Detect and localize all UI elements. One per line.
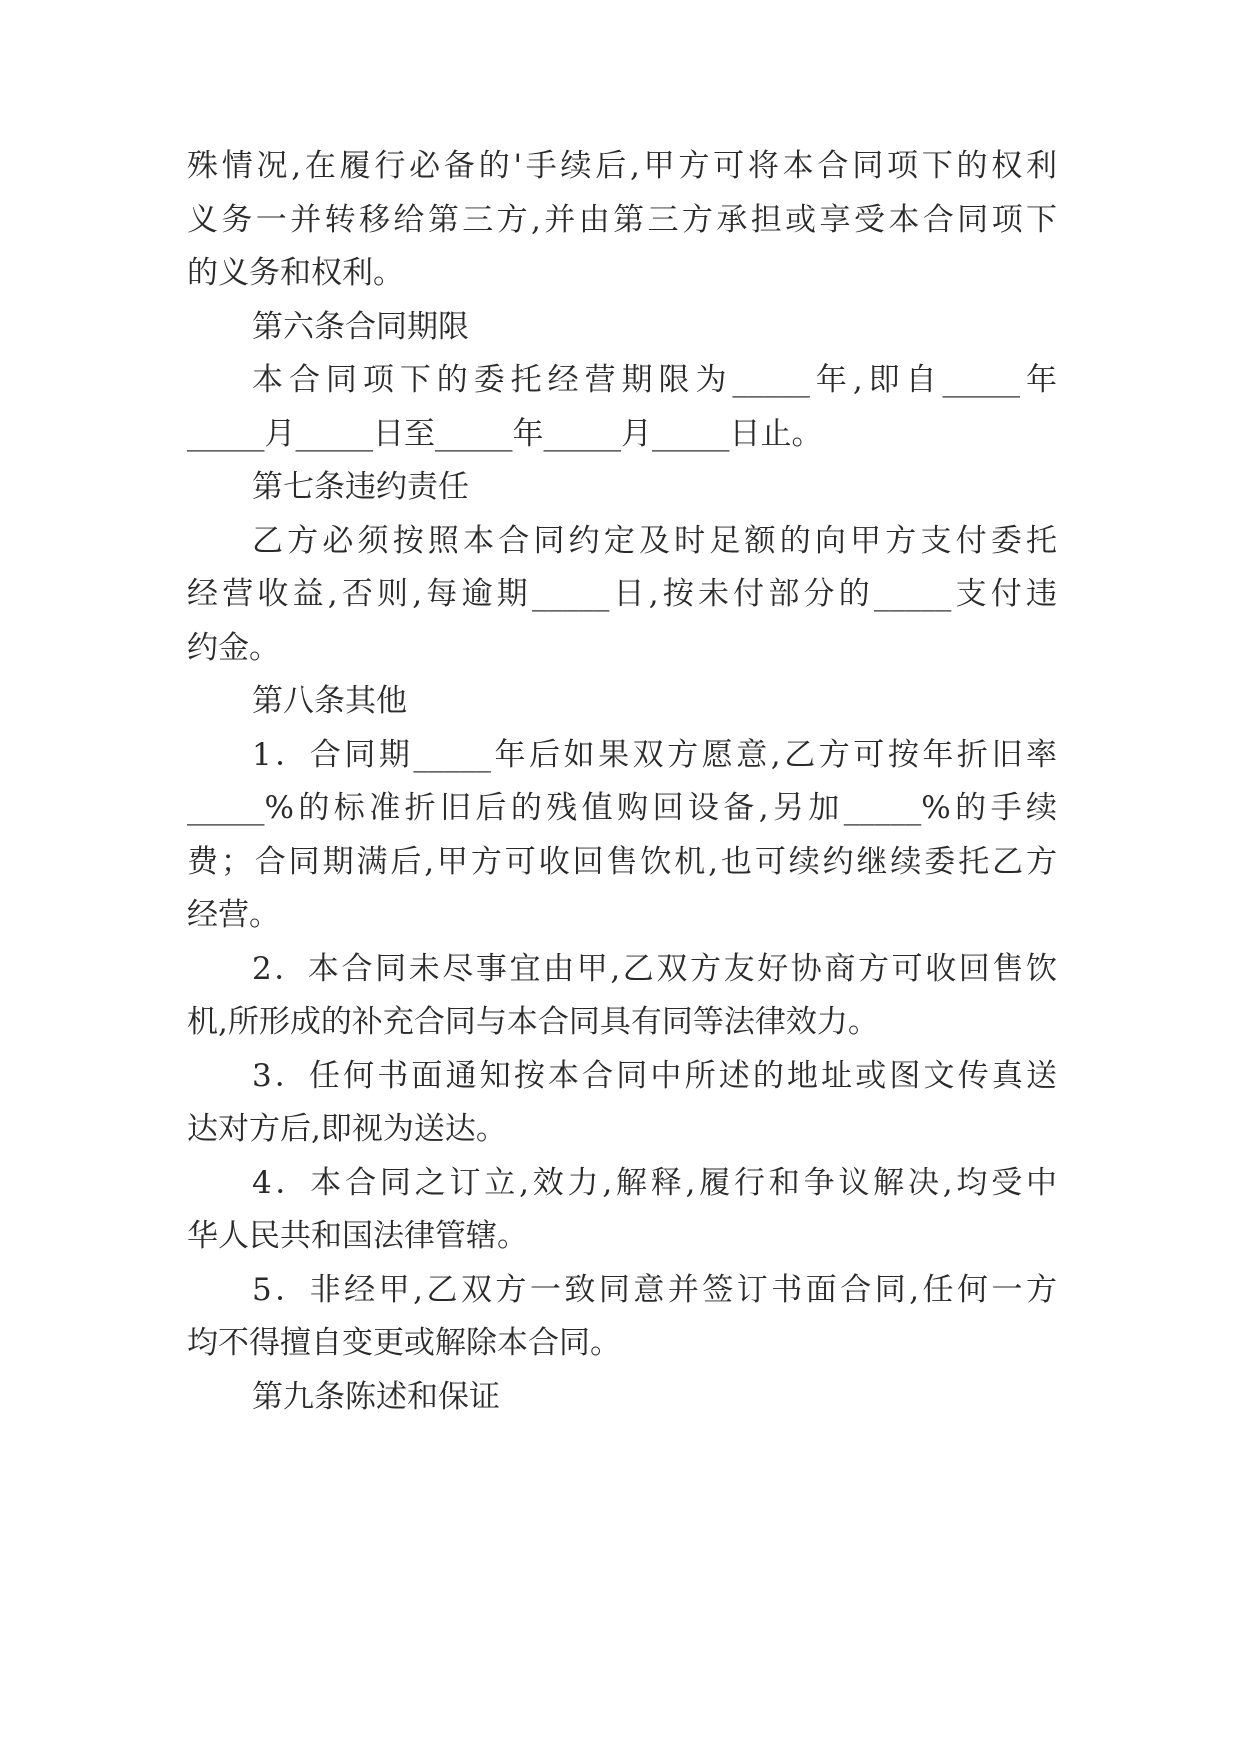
paragraph-line: _____月_____日至_____年_____月_____日止。 bbox=[187, 416, 823, 452]
paragraph-line: 经营收益,否则,每逾期_____日,按未付部分的_____支付违 bbox=[187, 576, 1057, 612]
section-heading-article-8: 第八条其他 bbox=[252, 683, 407, 719]
section-heading-article-6: 第六条合同期限 bbox=[252, 309, 469, 345]
list-item-4-line: 华人民共和国法律管辖。 bbox=[187, 1218, 528, 1254]
list-item-5-line: 均不得擅自变更或解除本合同。 bbox=[187, 1325, 621, 1361]
list-item-1-line: _____%的标准折旧后的残值购回设备,另加_____%的手续 bbox=[187, 790, 1057, 826]
list-item-1-line: 费；合同期满后,甲方可收回售饮机,也可续约继续委托乙方 bbox=[187, 844, 1057, 880]
list-item-4-line: 4．本合同之订立,效力,解释,履行和争议解决,均受中 bbox=[252, 1165, 1057, 1201]
paragraph-line: 殊情况,在履行必备的'手续后,甲方可将本合同项下的权利 bbox=[187, 148, 1057, 184]
list-item-1-line: 经营。 bbox=[187, 897, 280, 933]
list-item-1-line: 1．合同期_____年后如果双方愿意,乙方可按年折旧率 bbox=[252, 737, 1057, 773]
list-item-2-line: 机,所形成的补充合同与本合同具有同等法律效力。 bbox=[187, 1004, 879, 1040]
paragraph-line: 乙方必须按照本合同约定及时足额的向甲方支付委托 bbox=[252, 523, 1057, 559]
section-heading-article-7: 第七条违约责任 bbox=[252, 469, 469, 505]
paragraph-line: 义务一并转移给第三方,并由第三方承担或享受本合同项下 bbox=[187, 202, 1057, 238]
paragraph-line: 约金。 bbox=[187, 630, 280, 666]
list-item-5-line: 5．非经甲,乙双方一致同意并签订书面合同,任何一方 bbox=[252, 1272, 1057, 1308]
section-heading-article-9: 第九条陈述和保证 bbox=[252, 1379, 500, 1415]
list-item-2-line: 2．本合同未尽事宜由甲,乙双方友好协商方可收回售饮 bbox=[252, 951, 1057, 987]
paragraph-line: 本合同项下的委托经营期限为_____年,即自_____年 bbox=[252, 362, 1057, 398]
paragraph-line: 的义务和权利。 bbox=[187, 255, 404, 291]
list-item-3-line: 3．任何书面通知按本合同中所述的地址或图文传真送 bbox=[252, 1058, 1057, 1094]
list-item-3-line: 达对方后,即视为送达。 bbox=[187, 1111, 507, 1147]
